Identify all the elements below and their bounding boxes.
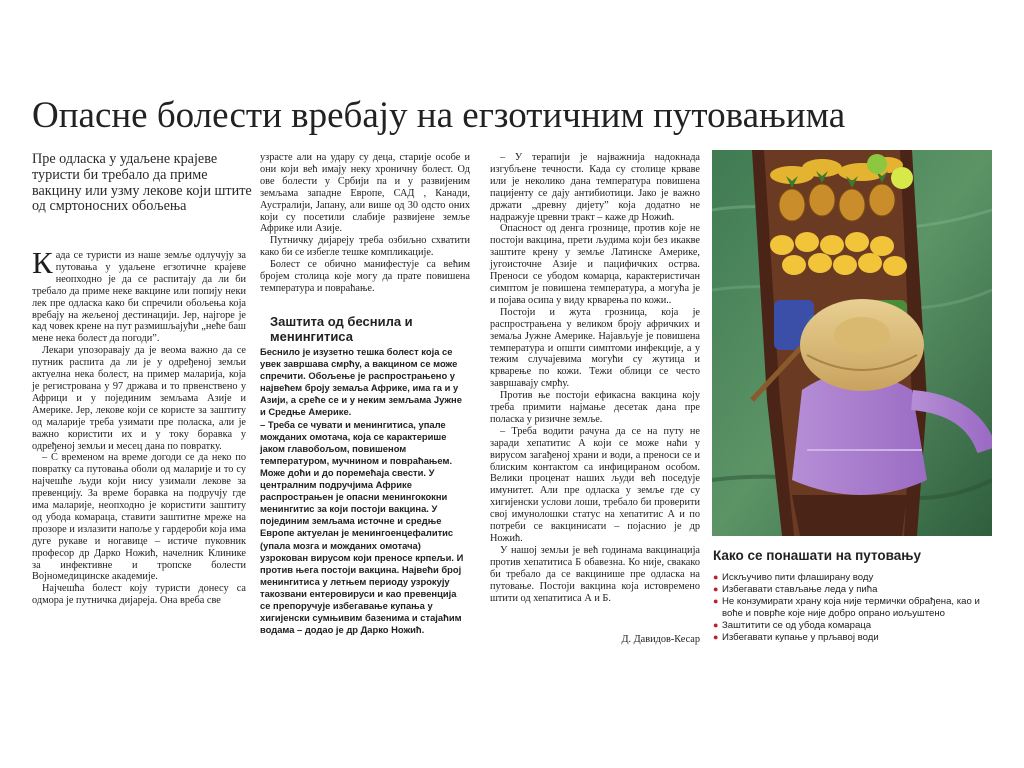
article-column-3 xyxy=(490,152,700,604)
bullet-icon: ● xyxy=(713,595,719,606)
subheading: Заштита од беснила и менингитиса xyxy=(270,314,413,344)
article-paragraph: У нашој земљи је већ годинама вакцинација против хепатитиса Б обавезна. Ко није, свакако би требало да се вакцинише пре одласка на путовање. Постоји вакцина која истовремено штити од хепатитиса А и Б. xyxy=(490,544,700,604)
photo-floating-market xyxy=(712,150,992,536)
market-boat-illustration xyxy=(712,150,992,536)
article-paragraph: Против ње постоји ефикасна вакцина коју треба примити најмање десетак дана пре поласка у ризичне земље. xyxy=(490,390,700,425)
bold-paragraph: – Треба се чувати и менингитиса, упале можданих омотача, која се карактерише јаком главобољом, повишеном температуром, мучнином и повраћањем. Може доћи и до поремећаја свести. У централним подручјима Африке распрострањен је опасни менингококни менингитис за који постоји вакцина. У појединим земљама источне и средње Европе актуелан је менингоенцефалитис (упала мозга и можданих омотача) узрокован вирусом који преносе крпељи. И против њега постоји вакцина. Највећи број менингитиса у летњем периоду узрокују такозвани ентеровируси и као превенција се препоручује избегавање купања у хигијенски сумњивим базенима и стајаћим водама – додао је др Дарко Ножић. xyxy=(260,418,464,636)
bullet-icon: ● xyxy=(713,583,719,594)
bold-section xyxy=(260,346,468,636)
bullet-icon: ● xyxy=(713,572,719,582)
article-paragraph: Путничку дијареју треба озбиљно схватити како би се избегле тешке компликације. xyxy=(260,235,470,259)
article-paragraph: – Треба водити рачуна да се на путу не заради хепатитис А који се може наћи у вирусом загађеној храни и води, а преноси се и блиским контактом са инфицираном особом. Велики проценат наших људи већ поседује имунитет. Али пре одласка у земље где су хигијенски услови лоши, требало би проверити свој имунолошки статус на хепатитис А и по потреби се вакцинисати – појаснио је др Ножић. xyxy=(490,425,700,544)
drop-cap: К xyxy=(32,245,53,280)
article-paragraph: узрасте али на удару су деца, старије особе и они који већ имају неку хроничну болест. Од ове болести у Србији па и у развијеним земљама западне Европе, САД , Канади, Аустралији, Јапану, али више од 30 одсто оних који су посетили слабије развијене земље Африке или Азије. xyxy=(260,152,470,235)
sidebar-title: Како се понашати на путовању xyxy=(713,548,922,563)
headline: Опасне болести вребају на егзотичним путовањима xyxy=(32,95,846,136)
list-item: ● Заштитити се од убода комараца xyxy=(713,619,872,631)
article-paragraph: Опасност од денга грознице, против које не постоји вакцина, прети људима који без икакве заштите крену у земље Латинске Америке, југоисточне Азије и пацифичких острва. Преноси се убодом комарца, карактеристичан симптом је повишена температура, а могућа је и појава осипа у виду крварења по кожи.. xyxy=(490,223,700,306)
bullet-icon: ● xyxy=(713,619,719,630)
bullet-icon: ● xyxy=(713,631,719,642)
bold-paragraph: Беснило је изузетно тешка болест која се увек завршава смрћу, а вакцином се може спречити. Обољење је распрострањено у највећем броју земаља Африке, има га и у Азији, а среће се и у неким земљама Јужне и Средње Америке. xyxy=(260,346,462,418)
article-column-2 xyxy=(260,152,470,295)
lead-text: Пре одласка у удаљене крајеве туристи би требало да приме вакцину или узму лекове који штите од смртоносних обољења xyxy=(32,151,252,215)
article-paragraph: Болест се обично манифестује са већим бројем столица које могу да прате повишена температура и повраћање. xyxy=(260,259,470,294)
list-item: ● Избегавати стављање леда у пића xyxy=(713,583,878,595)
tips-list xyxy=(713,572,1003,643)
article-paragraph: – У терапији је најважнија надокнада изгубљене течности. Када су столице крваве или је неколико дана температура повишена пацијенту се дају антибиотици. Јако је важно држати „древну дијету” која додатно не надражује цревни тракт – каже др Ножић. xyxy=(490,152,700,223)
article-paragraph: Лекари упозоравају да је веома важно да се путник распита да ли је у одређеној земљи актуелна нека болест, на пример маларија, која је регистрована у 97 држава и то првенствено у Африци и у појединим земљама Азије и Америке. Јер, лекове који се користе за заштиту од маларије треба узимати пре поласка, али је важно користити их и у току боравка у одређеној земљи и месец дана по повратку. xyxy=(32,345,246,452)
article-paragraph: Када се туристи из наше земље одлучују за путовања у удаљене егзотичне крајеве неопходно је да се распитају да ли би требало да приме неке вакцине или попију неки лек пре одласка како би спречили обољења која вребају на жељеној дестинацији. Јер, најгоре је кад човек крене на пут размишљајући „неће баш мене нека болест да погоди”. xyxy=(32,245,246,345)
list-item: ● Избегавати купање у прљавој води xyxy=(713,631,879,643)
list-item: ● Искључиво пити флаширану воду xyxy=(713,572,874,583)
article-column-1 xyxy=(32,245,246,607)
article-paragraph: Најчешћа болест коју туристи донесу са одмора је путничка дијареја. Она вреба све xyxy=(32,583,246,607)
article-paragraph: Постоји и жута грозница, која је распрострањена у великом броју афричких и земаља Јужне Америке. Најављује је повишена температура и општи симптоми инфекције, а у тежим случајевима могући су жутица и крварење по кожи. Тежи облици се често завршавају смрћу. xyxy=(490,306,700,390)
byline: Д. Давидов-Кесар xyxy=(621,634,700,645)
list-item: ● Не конзумирати храну која није термички обрађена, као и воће и поврће које није добро опрано иољуштено xyxy=(713,595,980,619)
article-paragraph: – С временом на време догоди се да неко по повратку са путовања оболи од маларије и то су најчешће људи који нису узимали лекове за превенцију. За време боравка на подручју где има маларије, неопходно је користити заштиту од убода комараца, ставити заштитне мреже на прозоре и излазити напоље у гардероби која има дуге рукаве и ногавице – истиче пуковник професор др Дарко Ножић, начелник Клинике за инфективне и тропске болести Војномедицинске академије. xyxy=(32,452,246,583)
